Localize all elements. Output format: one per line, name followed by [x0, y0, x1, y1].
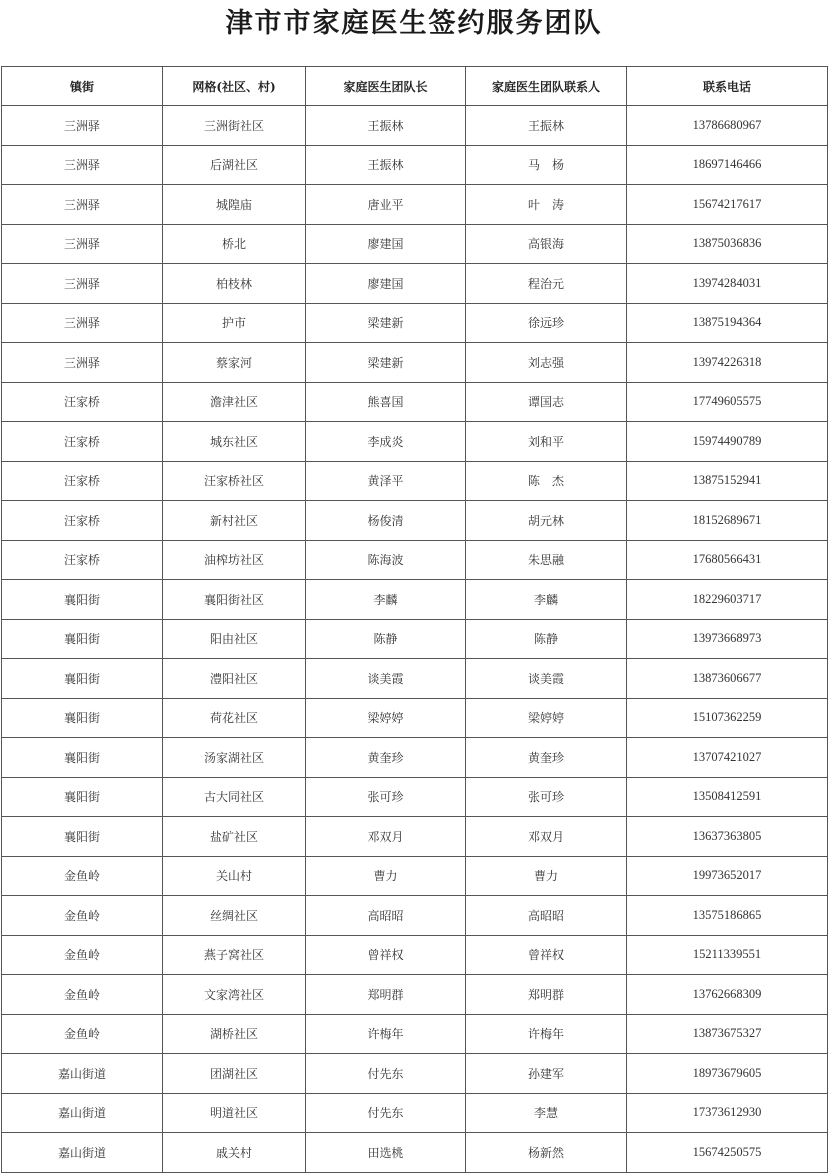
cell-town: 襄阳街: [2, 580, 163, 620]
cell-team-contact: 曹力: [466, 856, 627, 896]
cell-grid: 盐矿社区: [163, 817, 306, 857]
cell-team-contact: 谈美霞: [466, 659, 627, 699]
cell-team-contact: 马 杨: [466, 145, 627, 185]
cell-team-leader: 黄奎珍: [306, 738, 466, 778]
cell-grid: 关山村: [163, 856, 306, 896]
cell-phone: 18697146466: [627, 145, 828, 185]
header-team-contact: 家庭医生团队联系人: [466, 67, 627, 106]
cell-phone: 13875194364: [627, 303, 828, 343]
cell-team-contact: 徐远珍: [466, 303, 627, 343]
header-town: 镇街: [2, 67, 163, 106]
cell-team-contact: 梁婷婷: [466, 698, 627, 738]
cell-team-leader: 唐业平: [306, 185, 466, 225]
cell-grid: 湖桥社区: [163, 1014, 306, 1054]
cell-team-contact: 胡元林: [466, 501, 627, 541]
cell-phone: 15107362259: [627, 698, 828, 738]
table-row: [2, 896, 828, 936]
cell-grid: 燕子窝社区: [163, 935, 306, 975]
cell-town: 汪家桥: [2, 422, 163, 462]
cell-town: 襄阳街: [2, 777, 163, 817]
cell-town: 嘉山街道: [2, 1054, 163, 1094]
table-row: [2, 1093, 828, 1133]
cell-team-leader: 曾祥权: [306, 935, 466, 975]
table-body: [2, 106, 828, 1173]
cell-phone: 13875036836: [627, 224, 828, 264]
table-row: [2, 935, 828, 975]
cell-phone: 13873606677: [627, 659, 828, 699]
cell-phone: 13786680967: [627, 106, 828, 146]
cell-team-contact: 李慧: [466, 1093, 627, 1133]
cell-grid: 团湖社区: [163, 1054, 306, 1094]
cell-phone: 13973668973: [627, 619, 828, 659]
table-row: [2, 264, 828, 304]
cell-team-leader: 谈美霞: [306, 659, 466, 699]
cell-team-contact: 高昭昭: [466, 896, 627, 936]
cell-town: 汪家桥: [2, 382, 163, 422]
cell-grid: 护市: [163, 303, 306, 343]
cell-grid: 三洲街社区: [163, 106, 306, 146]
cell-phone: 18229603717: [627, 580, 828, 620]
table-row: [2, 540, 828, 580]
table-row: [2, 1054, 828, 1094]
cell-team-leader: 王振林: [306, 145, 466, 185]
cell-phone: 13508412591: [627, 777, 828, 817]
table-row: [2, 698, 828, 738]
cell-town: 三洲驿: [2, 106, 163, 146]
cell-team-contact: 李麟: [466, 580, 627, 620]
cell-team-contact: 孙建军: [466, 1054, 627, 1094]
cell-phone: 13974226318: [627, 343, 828, 383]
cell-phone: 13762668309: [627, 975, 828, 1015]
cell-team-contact: 许梅年: [466, 1014, 627, 1054]
table-row: [2, 659, 828, 699]
cell-team-leader: 张可珍: [306, 777, 466, 817]
family-doctor-team-table: [1, 66, 828, 1173]
table-row: [2, 343, 828, 383]
cell-grid: 新村社区: [163, 501, 306, 541]
cell-town: 襄阳街: [2, 738, 163, 778]
cell-phone: 19973652017: [627, 856, 828, 896]
cell-town: 襄阳街: [2, 659, 163, 699]
header-phone: 联系电话: [627, 67, 828, 106]
table-row: [2, 461, 828, 501]
table-row: [2, 975, 828, 1015]
cell-grid: 戚关村: [163, 1133, 306, 1173]
cell-team-leader: 李成炎: [306, 422, 466, 462]
cell-grid: 襄阳街社区: [163, 580, 306, 620]
table-row: [2, 580, 828, 620]
table-header: [2, 67, 828, 106]
table-row: [2, 422, 828, 462]
cell-town: 金鱼岭: [2, 975, 163, 1015]
cell-town: 金鱼岭: [2, 896, 163, 936]
cell-team-leader: 付先东: [306, 1054, 466, 1094]
cell-phone: 15974490789: [627, 422, 828, 462]
table-row: [2, 382, 828, 422]
cell-grid: 汪家桥社区: [163, 461, 306, 501]
cell-team-leader: 付先东: [306, 1093, 466, 1133]
cell-phone: 17373612930: [627, 1093, 828, 1133]
table-row: [2, 738, 828, 778]
cell-town: 汪家桥: [2, 461, 163, 501]
cell-grid: 丝绸社区: [163, 896, 306, 936]
cell-grid: 城隍庙: [163, 185, 306, 225]
table-row: [2, 619, 828, 659]
cell-team-contact: 张可珍: [466, 777, 627, 817]
cell-grid: 桥北: [163, 224, 306, 264]
cell-team-leader: 梁建新: [306, 303, 466, 343]
table-row: [2, 106, 828, 146]
cell-grid: 古大同社区: [163, 777, 306, 817]
cell-grid: 澧阳社区: [163, 659, 306, 699]
cell-phone: 15674217617: [627, 185, 828, 225]
cell-team-leader: 梁婷婷: [306, 698, 466, 738]
cell-grid: 文家湾社区: [163, 975, 306, 1015]
cell-team-contact: 高银海: [466, 224, 627, 264]
table-row: [2, 856, 828, 896]
cell-team-leader: 邓双月: [306, 817, 466, 857]
cell-grid: 蔡家河: [163, 343, 306, 383]
cell-town: 金鱼岭: [2, 935, 163, 975]
table-row: [2, 1014, 828, 1054]
cell-grid: 城东社区: [163, 422, 306, 462]
table-row: [2, 145, 828, 185]
cell-phone: 13637363805: [627, 817, 828, 857]
cell-phone: 13575186865: [627, 896, 828, 936]
cell-grid: 柏枝林: [163, 264, 306, 304]
table-row: [2, 501, 828, 541]
cell-team-leader: 王振林: [306, 106, 466, 146]
cell-team-contact: 朱思融: [466, 540, 627, 580]
cell-town: 嘉山街道: [2, 1133, 163, 1173]
cell-team-leader: 熊喜国: [306, 382, 466, 422]
cell-team-contact: 邓双月: [466, 817, 627, 857]
cell-grid: 后湖社区: [163, 145, 306, 185]
table-row: [2, 303, 828, 343]
header-grid: 网格(社区、村): [163, 67, 306, 106]
table-row: [2, 817, 828, 857]
cell-team-contact: 王振林: [466, 106, 627, 146]
cell-phone: 15674250575: [627, 1133, 828, 1173]
cell-town: 襄阳街: [2, 817, 163, 857]
cell-grid: 油榨坊社区: [163, 540, 306, 580]
cell-team-contact: 陈 杰: [466, 461, 627, 501]
cell-town: 三洲驿: [2, 264, 163, 304]
cell-team-contact: 杨新然: [466, 1133, 627, 1173]
cell-grid: 明道社区: [163, 1093, 306, 1133]
cell-town: 三洲驿: [2, 303, 163, 343]
cell-town: 三洲驿: [2, 343, 163, 383]
cell-phone: 17680566431: [627, 540, 828, 580]
cell-phone: 17749605575: [627, 382, 828, 422]
table-row: [2, 1133, 828, 1173]
cell-team-contact: 郑明群: [466, 975, 627, 1015]
cell-town: 襄阳街: [2, 698, 163, 738]
cell-team-leader: 黄泽平: [306, 461, 466, 501]
table-row: [2, 777, 828, 817]
cell-team-leader: 陈海波: [306, 540, 466, 580]
cell-phone: 15211339551: [627, 935, 828, 975]
cell-town: 嘉山街道: [2, 1093, 163, 1133]
cell-team-contact: 程治元: [466, 264, 627, 304]
cell-town: 金鱼岭: [2, 1014, 163, 1054]
cell-team-contact: 黄奎珍: [466, 738, 627, 778]
cell-team-leader: 陈静: [306, 619, 466, 659]
cell-phone: 13974284031: [627, 264, 828, 304]
cell-town: 三洲驿: [2, 185, 163, 225]
cell-grid: 澹津社区: [163, 382, 306, 422]
header-team-leader: 家庭医生团队长: [306, 67, 466, 106]
cell-town: 三洲驿: [2, 145, 163, 185]
cell-grid: 荷花社区: [163, 698, 306, 738]
cell-team-leader: 梁建新: [306, 343, 466, 383]
cell-town: 汪家桥: [2, 501, 163, 541]
cell-phone: 18973679605: [627, 1054, 828, 1094]
cell-grid: 阳由社区: [163, 619, 306, 659]
cell-team-leader: 许梅年: [306, 1014, 466, 1054]
cell-team-leader: 李麟: [306, 580, 466, 620]
cell-town: 汪家桥: [2, 540, 163, 580]
cell-team-contact: 刘和平: [466, 422, 627, 462]
cell-team-contact: 陈静: [466, 619, 627, 659]
table-row: [2, 224, 828, 264]
cell-phone: 13873675327: [627, 1014, 828, 1054]
page-title: 津市市家庭医生签约服务团队: [225, 8, 603, 39]
cell-team-leader: 郑明群: [306, 975, 466, 1015]
cell-team-contact: 刘志强: [466, 343, 627, 383]
cell-team-leader: 曹力: [306, 856, 466, 896]
cell-team-contact: 曾祥权: [466, 935, 627, 975]
cell-town: 三洲驿: [2, 224, 163, 264]
cell-town: 襄阳街: [2, 619, 163, 659]
header-row: [2, 67, 828, 106]
cell-phone: 13707421027: [627, 738, 828, 778]
cell-team-contact: 谭国志: [466, 382, 627, 422]
cell-team-leader: 田选桃: [306, 1133, 466, 1173]
cell-phone: 18152689671: [627, 501, 828, 541]
cell-team-leader: 高昭昭: [306, 896, 466, 936]
cell-team-contact: 叶 涛: [466, 185, 627, 225]
table-row: [2, 185, 828, 225]
cell-team-leader: 廖建国: [306, 264, 466, 304]
cell-team-leader: 杨俊清: [306, 501, 466, 541]
cell-phone: 13875152941: [627, 461, 828, 501]
cell-team-leader: 廖建国: [306, 224, 466, 264]
cell-grid: 汤家湖社区: [163, 738, 306, 778]
cell-town: 金鱼岭: [2, 856, 163, 896]
